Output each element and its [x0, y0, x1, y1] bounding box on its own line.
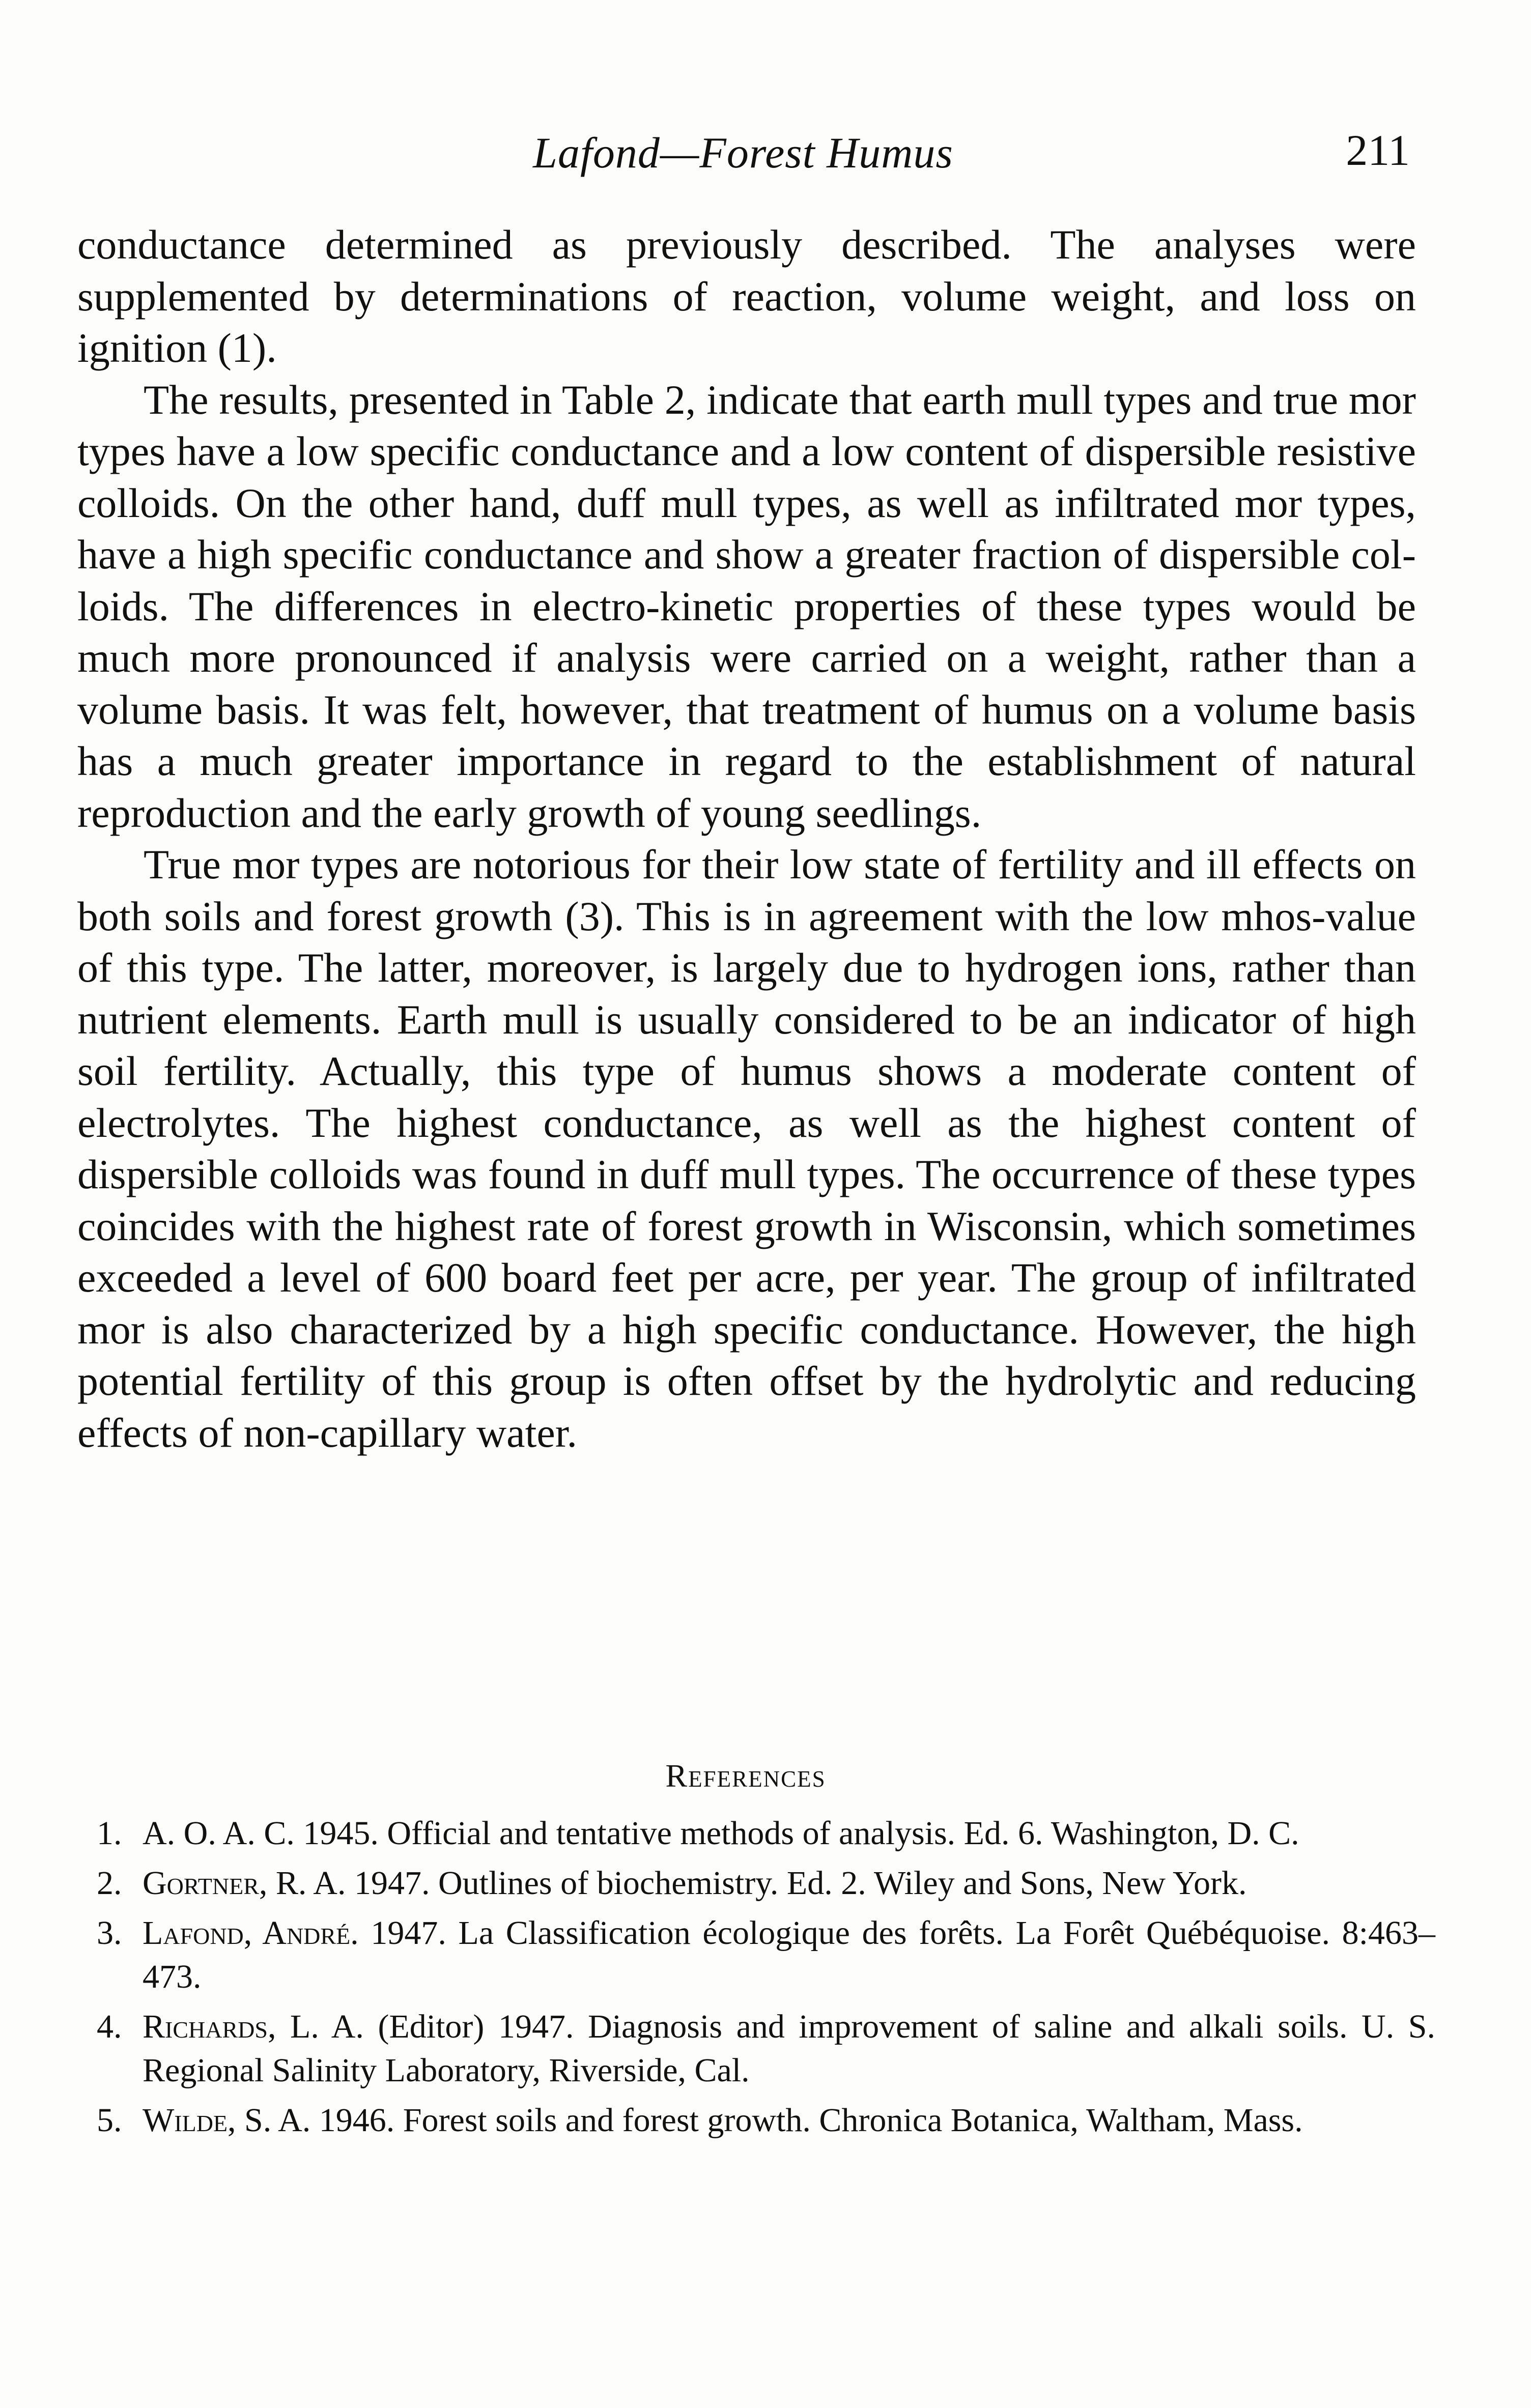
page-number: 211: [1346, 126, 1410, 175]
reference-author: Wilde, S. A.: [143, 2102, 311, 2139]
reference-author: Richards, L. A.: [143, 2008, 364, 2045]
reference-item: [97, 1812, 1435, 1855]
reference-number: 5.: [97, 2102, 122, 2139]
reference-item: [97, 1911, 1435, 1999]
reference-body: [143, 2005, 1435, 2092]
paragraph: True mor types are notorious for their low state of fertility and ill effects on both soils and forest growth (3). This is in agreement with the low mhos-value of this type. The latter, moreover, is largely due to hydrogen ions, rather than nutrient elements. Earth mull is usually considered to be an indicator of high soil fertility. Actually, this type of humus shows a moderate content of electrolytes. The highest conductance, as well as the highest content of dispersible colloids was found in duff mull types. The occurrence of these types coincides with the highest rate of forest growth in Wisconsin, which sometimes exceeded a level of 600 board feet per acre, per year. The group of infiltrated mor is also characterized by a high specific conductance. However, the high potential fertility of this group is often offset by the hydrolytic and reducing effects of non-capillary water.: [77, 841, 1416, 1456]
reference-text: 1947. La Classification écologique des forêts. La Forêt Québéquoise. 8:463–473.: [143, 1914, 1435, 1995]
running-head: [76, 122, 1410, 183]
running-title: Lafond—Forest Humus: [533, 128, 953, 177]
reference-author: A. O. A. C.: [143, 1815, 295, 1852]
reference-number: 4.: [97, 2008, 122, 2045]
references-heading: References: [665, 1758, 826, 1794]
reference-body: [143, 1911, 1435, 1999]
reference-author: Lafond, André.: [143, 1914, 359, 1952]
reference-number: 2.: [97, 1865, 122, 1902]
reference-item: [97, 1861, 1435, 1905]
reference-number: 1.: [97, 1815, 122, 1852]
reference-body: [143, 2099, 1435, 2142]
reference-author: Gortner, R. A.: [143, 1865, 346, 1902]
reference-number: 3.: [97, 1914, 122, 1952]
reference-item: [97, 2005, 1435, 2092]
reference-body: [143, 1812, 1435, 1855]
paragraph: conductance determined as previously described. The analyses were supplemented by determinations of reaction, volume weight, and loss on ignition (1).: [77, 221, 1416, 371]
reference-text: (Editor) 1947. Diagnosis and improvement of saline and alkali soils. U. S. Regional Salinity Laboratory, Riverside, Cal.: [143, 2008, 1435, 2089]
reference-text: 1947. Outlines of biochemistry. Ed. 2. Wiley and Sons, New York.: [346, 1865, 1247, 1902]
paragraph: The results, presented in Table 2, indicate that earth mull types and true mor types have a low specific conductance and a low content of dispersible resistive colloids. On the other hand, duff mull types, as well as infiltrated mor types, have a high specific conductance and show a greater fraction of dispersible colloids. The differences in electro-kinetic properties of these types would be much more pronounced if analysis were carried on a weight, rather than a volume basis. It was felt, however, that treatment of humus on a volume basis has a much greater importance in regard to the establishment of natural reproduction and the early growth of young seedlings.: [77, 376, 1416, 836]
body-text: [77, 219, 1416, 1458]
references-list: [97, 1812, 1435, 2148]
reference-item: [97, 2099, 1435, 2142]
reference-text: 1946. Forest soils and forest growth. Chronica Botanica, Waltham, Mass.: [310, 2102, 1303, 2139]
reference-text: 1945. Official and tentative methods of analysis. Ed. 6. Washington, D. C.: [294, 1815, 1299, 1852]
reference-body: [143, 1861, 1435, 1905]
